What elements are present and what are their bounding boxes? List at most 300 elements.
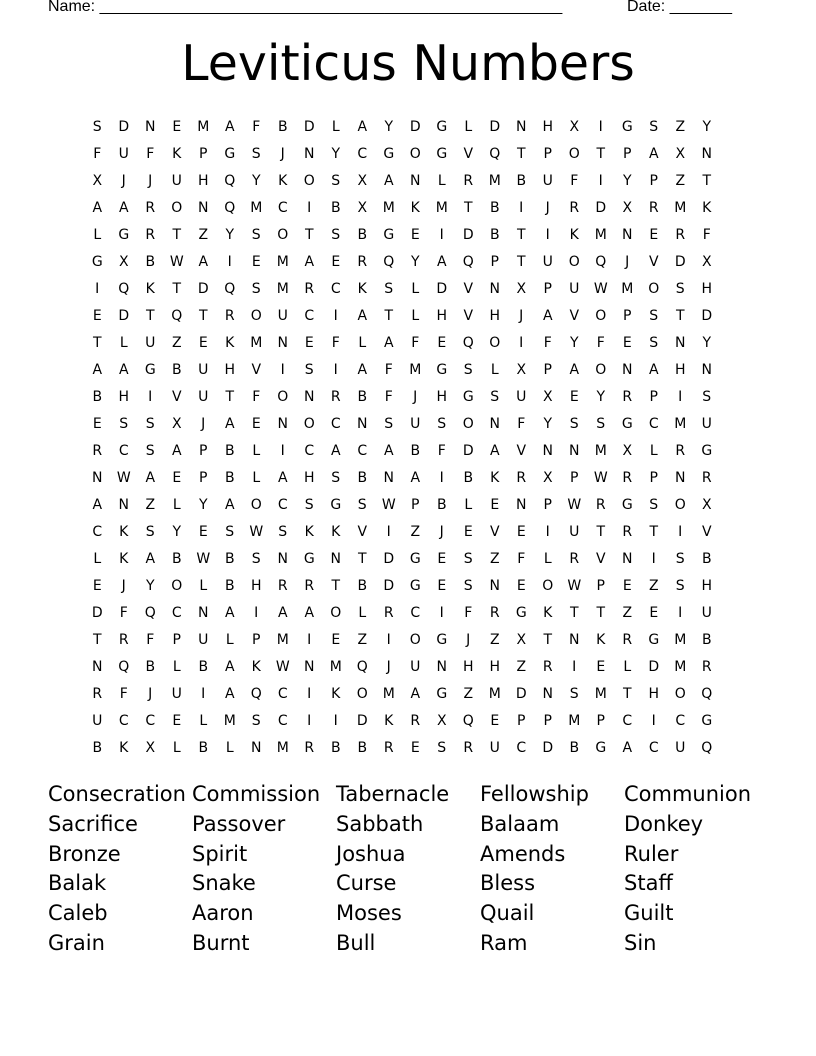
grid-letter: L [437,172,446,189]
grid-letter: N [277,334,288,351]
grid-letter: G [436,118,448,135]
grid-letter: S [384,415,394,432]
grid-letter: C [277,199,288,216]
grid-letter: C [357,145,368,162]
grid-letter: G [91,253,103,270]
grid-letter: S [649,307,659,324]
grid-letter: Y [251,172,261,189]
grid-letter: B [92,388,103,405]
grid-letter: P [649,388,658,405]
grid-letter: W [593,280,608,297]
grid-letter: L [199,712,208,729]
grid-letter: D [118,118,130,135]
grid-letter: U [92,712,103,729]
grid-letter: B [145,658,156,675]
grid-letter: K [357,280,367,297]
grid-letter: P [543,280,552,297]
grid-letter: H [648,685,660,702]
grid-letter: X [542,469,553,486]
grid-letter: U [569,280,580,297]
grid-letter: O [648,280,660,297]
grid-letter: W [381,496,396,513]
grid-letter: E [622,577,632,594]
grid-letter: P [517,712,526,729]
grid-letter: F [570,172,579,189]
grid-row [84,707,720,734]
grid-letter: W [567,577,582,594]
grid-letter: J [148,172,153,189]
grid-letter: I [307,712,312,729]
grid-letter: B [277,118,288,135]
grid-letter: I [227,253,232,270]
word-list-item: Joshua [336,841,406,866]
grid-letter: T [675,307,685,324]
grid-letter: T [596,604,606,621]
grid-letter: C [118,442,129,459]
grid-letter: H [224,361,236,378]
grid-letter: M [409,361,422,378]
grid-letter: X [622,442,633,459]
grid-letter: U [145,334,156,351]
grid-letter: S [437,415,447,432]
grid-letter: O [330,604,342,621]
grid-letter: R [383,604,394,621]
grid-letter: R [569,550,580,567]
grid-letter: E [410,226,420,243]
grid-row [84,410,720,437]
grid-letter: K [410,199,420,216]
grid-letter: D [595,199,607,216]
grid-letter: E [304,334,314,351]
grid-letter: C [516,739,527,756]
grid-letter: O [568,145,580,162]
grid-letter: B [171,361,182,378]
grid-letter: I [201,685,206,702]
grid-letter: A [277,604,288,621]
grid-letter: L [199,577,208,594]
grid-letter: X [622,199,633,216]
grid-letter: I [545,523,550,540]
grid-letter: Y [198,496,208,513]
grid-letter: H [197,172,209,189]
word-list-item: Balaam [480,811,560,836]
grid-letter: T [384,307,394,324]
grid-row [84,329,720,356]
grid-letter: S [225,523,235,540]
word-list-item: Sacrifice [48,811,138,836]
grid-letter: Y [331,145,341,162]
grid-letter: V [251,361,262,378]
grid-letter: H [436,388,448,405]
grid-letter: K [225,334,235,351]
grid-letter: W [567,496,582,513]
grid-letter: C [171,604,182,621]
word-list-item: Spirit [192,841,248,866]
grid-letter: R [277,577,288,594]
grid-letter: B [489,199,500,216]
grid-row [84,734,720,761]
grid-letter: A [304,604,315,621]
grid-letter: S [331,172,341,189]
grid-letter: R [622,469,633,486]
grid-letter: R [701,469,712,486]
grid-letter: R [304,577,315,594]
grid-letter: P [172,631,181,648]
grid-letter: K [119,739,129,756]
grid-letter: D [118,307,130,324]
grid-letter: R [330,388,341,405]
grid-letter: A [118,361,129,378]
grid-letter: P [411,496,420,513]
grid-row [84,518,720,545]
grid-letter: P [649,172,658,189]
grid-letter: Q [224,280,236,297]
grid-letter: Y [702,334,712,351]
grid-letter: C [145,712,156,729]
grid-letter: C [277,685,288,702]
grid-letter: A [357,118,368,135]
grid-letter: K [490,469,500,486]
grid-letter: Y [543,415,553,432]
grid-letter: G [621,415,633,432]
grid-letter: Q [118,658,130,675]
grid-letter: S [649,334,659,351]
grid-letter: U [542,253,553,270]
grid-letter: W [169,253,184,270]
grid-letter: R [145,226,156,243]
grid-letter: P [199,145,208,162]
grid-letter: L [358,604,367,621]
grid-letter: X [701,253,712,270]
grid-letter: A [145,469,156,486]
grid-letter: Y [569,334,579,351]
grid-letter: Q [224,172,236,189]
grid-letter: I [386,631,391,648]
grid-letter: O [409,631,421,648]
grid-letter: G [462,388,474,405]
grid-letter: V [463,145,474,162]
grid-letter: C [277,712,288,729]
grid-letter: I [519,199,524,216]
grid-letter: Q [489,145,501,162]
grid-row [84,194,720,221]
grid-letter: F [384,361,393,378]
grid-row [84,356,720,383]
grid-letter: T [649,523,659,540]
grid-row [84,572,720,599]
word-list-item: Bronze [48,841,121,866]
grid-letter: P [543,712,552,729]
grid-letter: S [384,280,394,297]
grid-letter: J [386,658,391,675]
grid-letter: R [463,172,474,189]
grid-letter: I [598,172,603,189]
grid-letter: B [330,739,341,756]
grid-letter: X [701,496,712,513]
grid-letter: R [463,739,474,756]
grid-letter: L [464,118,473,135]
grid-letter: O [568,253,580,270]
grid-letter: C [648,415,659,432]
grid-letter: P [623,145,632,162]
grid-letter: Q [595,253,607,270]
grid-letter: F [252,388,261,405]
grid-letter: N [489,415,500,432]
grid-letter: R [516,469,527,486]
grid-letter: D [489,118,501,135]
grid-letter: B [357,469,368,486]
word-list-item: Commission [192,782,321,806]
grid-letter: L [543,550,552,567]
grid-letter: V [569,307,580,324]
grid-letter: M [223,712,236,729]
grid-letter: U [516,388,527,405]
grid-letter: A [145,550,156,567]
grid-letter: T [92,631,102,648]
grid-letter: S [463,361,473,378]
grid-letter: I [545,226,550,243]
grid-letter: B [145,253,156,270]
grid-letter: Y [410,253,420,270]
grid-letter: J [413,388,418,405]
grid-letter: A [330,442,341,459]
grid-letter: L [172,739,181,756]
grid-letter: I [572,658,577,675]
grid-letter: M [568,712,581,729]
grid-letter: B [224,577,235,594]
grid-letter: B [224,550,235,567]
grid-letter: A [383,334,394,351]
grid-letter: L [490,361,499,378]
grid-letter: Z [516,658,527,675]
grid-letter: Y [384,118,394,135]
grid-letter: G [383,145,395,162]
grid-letter: O [303,415,315,432]
grid-letter: F [702,226,711,243]
grid-letter: O [542,577,554,594]
grid-row [84,248,720,275]
grid-letter: Z [463,685,474,702]
grid-letter: X [516,631,527,648]
grid-letter: J [280,145,285,162]
grid-letter: R [383,739,394,756]
grid-letter: O [674,685,686,702]
grid-letter: R [622,631,633,648]
grid-letter: O [595,361,607,378]
grid-letter: G [436,685,448,702]
grid-letter: B [701,631,712,648]
grid-letter: N [198,604,209,621]
grid-letter: Q [462,253,474,270]
grid-letter: R [675,442,686,459]
grid-letter: C [330,415,341,432]
grid-letter: I [519,334,524,351]
grid-letter: I [678,523,683,540]
grid-letter: R [595,496,606,513]
word-list-item: Passover [192,811,286,836]
grid-letter: B [701,550,712,567]
word-list-item: Curse [336,871,397,896]
grid-letter: Z [489,550,500,567]
grid-letter: S [463,550,473,567]
grid-letter: I [439,469,444,486]
grid-letter: B [569,739,580,756]
grid-letter: Z [675,118,686,135]
grid-letter: E [172,712,182,729]
grid-letter: E [437,550,447,567]
grid-letter: S [649,496,659,513]
grid-letter: U [569,523,580,540]
grid-letter: A [436,253,447,270]
grid-letter: N [277,550,288,567]
grid-letter: M [329,658,342,675]
grid-letter: J [466,631,471,648]
grid-letter: O [171,577,183,594]
grid-letter: G [383,226,395,243]
grid-letter: F [384,388,393,405]
grid-letter: D [91,604,103,621]
grid-letter: E [490,496,500,513]
grid-letter: X [516,361,527,378]
grid-letter: K [119,523,129,540]
grid-letter: P [543,361,552,378]
grid-letter: S [675,577,685,594]
grid-letter: L [252,442,261,459]
grid-letter: Z [410,523,421,540]
grid-letter: P [543,145,552,162]
grid-letter: T [304,226,314,243]
grid-letter: J [148,685,153,702]
grid-letter: A [304,253,315,270]
grid-letter: N [489,280,500,297]
grid-letter: E [410,739,420,756]
grid-letter: L [225,739,234,756]
grid-letter: T [463,199,473,216]
grid-letter: O [277,226,289,243]
grid-letter: A [410,685,421,702]
grid-letter: O [674,496,686,513]
grid-letter: V [489,523,500,540]
grid-letter: N [383,469,394,486]
grid-letter: B [357,577,368,594]
grid-letter: S [463,577,473,594]
grid-letter: A [569,361,580,378]
grid-letter: I [307,685,312,702]
grid-letter: X [357,199,368,216]
grid-letter: D [383,550,395,567]
grid-letter: E [198,523,208,540]
grid-letter: J [545,199,550,216]
grid-letter: X [436,712,447,729]
grid-letter: G [595,739,607,756]
grid-letter: H [542,118,554,135]
grid-letter: L [93,550,102,567]
grid-row [84,221,720,248]
word-list-item: Sin [624,930,657,955]
grid-letter: W [275,658,290,675]
grid-letter: K [384,712,394,729]
grid-letter: Y [622,172,632,189]
grid-row [84,275,720,302]
grid-letter: L [119,334,128,351]
grid-letter: P [570,469,579,486]
grid-letter: Q [356,658,368,675]
grid-letter: I [333,712,338,729]
grid-letter: K [251,658,261,675]
grid-letter: E [437,334,447,351]
grid-letter: D [648,658,660,675]
grid-letter: V [701,523,712,540]
grid-letter: G [648,631,660,648]
grid-letter: Z [171,334,182,351]
grid-letter: J [519,307,524,324]
grid-letter: A [277,469,288,486]
grid-letter: H [250,577,262,594]
grid-letter: P [490,253,499,270]
grid-letter: M [621,280,634,297]
grid-letter: B [516,172,527,189]
grid-row [84,599,720,626]
grid-letter: J [201,415,206,432]
grid-letter: D [383,577,395,594]
word-list-item: Ram [480,930,528,955]
grid-letter: O [250,307,262,324]
grid-letter: N [516,496,527,513]
grid-letter: A [383,172,394,189]
grid-letter: K [596,631,606,648]
grid-letter: N [542,442,553,459]
grid-letter: R [622,388,633,405]
grid-letter: L [172,496,181,513]
grid-row [84,491,720,518]
word-list-item: Sabbath [336,811,424,836]
grid-letter: T [357,550,367,567]
grid-letter: M [276,739,289,756]
grid-letter: B [92,739,103,756]
grid-letter: E [516,523,526,540]
grid-letter: G [621,118,633,135]
grid-letter: T [172,226,182,243]
grid-letter: G [621,496,633,513]
grid-letter: H [489,307,501,324]
grid-letter: O [277,388,289,405]
grid-letter: D [409,118,421,135]
grid-letter: M [674,415,687,432]
grid-letter: R [410,712,421,729]
grid-letter: L [358,334,367,351]
grid-letter: O [356,685,368,702]
grid-letter: P [596,577,605,594]
grid-letter: M [197,118,210,135]
grid-letter: S [675,550,685,567]
grid-letter: N [701,361,712,378]
grid-letter: M [250,199,263,216]
grid-letter: P [649,469,658,486]
grid-letter: G [436,361,448,378]
grid-letter: N [118,496,129,513]
grid-letter: C [92,523,103,540]
grid-letter: S [569,415,579,432]
grid-letter: N [92,658,103,675]
grid-letter: N [675,469,686,486]
grid-letter: S [702,388,712,405]
grid-letter: T [702,172,712,189]
grid-letter: A [224,118,235,135]
grid-letter: V [463,280,474,297]
grid-letter: I [307,631,312,648]
grid-letter: G [436,631,448,648]
grid-letter: X [171,415,182,432]
